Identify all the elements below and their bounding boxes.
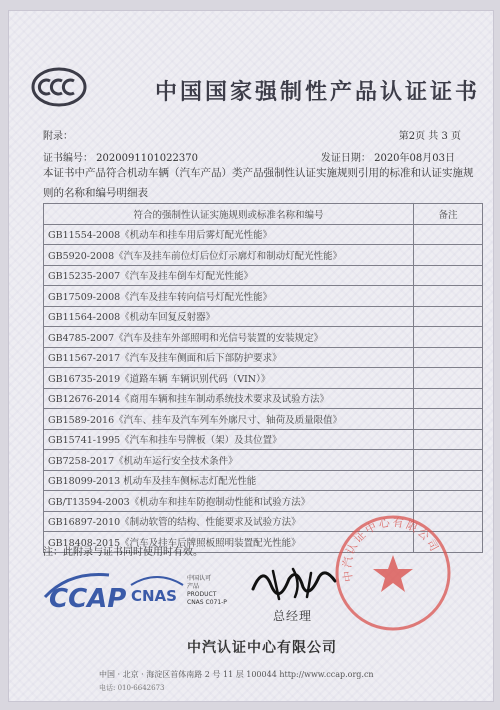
issue-date: 发证日期： 2020年08月03日: [320, 153, 455, 164]
standard-cell: GB1589-2016《汽车、挂车及汽车列车外廓尺寸、轴荷及质量限值》: [44, 409, 414, 430]
appendix-label: 附录：: [43, 131, 73, 142]
table-row: [44, 224, 483, 245]
cnas-logo-text: CNAS: [131, 587, 177, 605]
cnas-line: 产品: [187, 583, 200, 590]
standard-cell: GB7258-2017《机动车运行安全技术条件》: [44, 450, 414, 471]
footnote: 注：此附录与证书同时使用时有效。: [43, 547, 203, 558]
signatory-title: 总经理: [273, 609, 313, 623]
standard-cell: GB17509-2008《汽车及挂车转向信号灯配光性能》: [44, 286, 414, 307]
certificate-page: [8, 10, 494, 702]
certificate-title: 中国国家强制性产品认证证书: [155, 80, 481, 105]
seal-text: 中汽认证中心有限公司: [340, 515, 442, 583]
table-row: [44, 388, 483, 409]
standard-cell: GB18099-2013 机动车及挂车侧标志灯配光性能: [44, 470, 414, 491]
table-row: [44, 491, 483, 512]
standard-cell: GB5920-2008《汽车及挂车前位灯后位灯示廓灯和制动灯配光性能》: [44, 245, 414, 266]
address-line: 中国 · 北京 · 海淀区首体南路 2 号 11 层 100044 http://www.ccap.org.cn: [99, 670, 374, 679]
remark-cell: [414, 491, 483, 512]
table-row: [44, 245, 483, 266]
remark-cell: [414, 409, 483, 430]
intro-text: 本证书中产品符合机动车辆（汽车产品）类产品强制性认证实施规则引用的标准和认证实施规则的名称和编号明细表: [43, 167, 474, 199]
remark-cell: [414, 429, 483, 450]
table-row: [44, 286, 483, 307]
remark-cell: [414, 286, 483, 307]
page-indicator: 第2页 共 3 页: [398, 131, 461, 142]
remark-cell: [414, 306, 483, 327]
table-row: [44, 368, 483, 389]
ccap-logo-text: CCAP: [49, 584, 127, 613]
table-row: [44, 265, 483, 286]
cnas-caption: [187, 575, 227, 607]
issuing-organization: 中汽认证中心有限公司: [187, 640, 337, 656]
ccap-logo-icon: [39, 567, 139, 613]
standard-cell: GB16897-2010《制动软管的结构、性能要求及试验方法》: [44, 511, 414, 532]
standard-cell: GB4785-2007《汽车及挂车外部照明和光信号装置的安装规定》: [44, 327, 414, 348]
cnas-line: PRODUCT: [187, 591, 217, 598]
cnas-logo-icon: [127, 571, 187, 611]
table-row: [44, 306, 483, 327]
table-row: [44, 470, 483, 491]
remark-cell: [414, 368, 483, 389]
standard-cell: GB/T13594-2003《机动车和挂车防抱制动性能和试验方法》: [44, 491, 414, 512]
remark-cell: [414, 470, 483, 491]
remark-cell: [414, 265, 483, 286]
remark-cell: [414, 450, 483, 471]
certificate-header: [31, 67, 491, 107]
table-row: [44, 327, 483, 348]
table-row: [44, 450, 483, 471]
certificate-number: 证书编号： 2020091101022370: [43, 153, 198, 164]
phone-line: 电话: 010-6642673: [99, 684, 165, 692]
signature-image: [249, 559, 339, 605]
ccc-icon: [31, 67, 87, 107]
cnas-line: 中国认可: [187, 575, 212, 582]
remark-cell: [414, 245, 483, 266]
table-row: [44, 347, 483, 368]
standard-cell: GB15741-1995《汽车和挂车号牌板（架）及其位置》: [44, 429, 414, 450]
remark-cell: [414, 327, 483, 348]
standard-cell: GB16735-2019《道路车辆 车辆识别代码（VIN）》: [44, 368, 414, 389]
standard-cell: GB12676-2014《商用车辆和挂车制动系统技术要求及试验方法》: [44, 388, 414, 409]
header-standard: 符合的强制性认证实施规则或标准名称和编号: [44, 204, 414, 225]
cnas-line: CNAS C071-P: [187, 599, 227, 606]
standards-table: [43, 203, 483, 553]
standard-cell: GB11564-2008《机动车回复反射器》: [44, 306, 414, 327]
header-remark: 备注: [414, 204, 483, 225]
standard-cell: GB18408-2015《汽车及挂车后牌照板照明装置配光性能》: [44, 532, 414, 553]
remark-cell: [414, 388, 483, 409]
table-row: [44, 429, 483, 450]
standard-cell: GB15235-2007《汽车及挂车倒车灯配光性能》: [44, 265, 414, 286]
table-row: [44, 409, 483, 430]
table-header-row: [44, 204, 483, 225]
standard-cell: GB11567-2017《汽车及挂车侧面和后下部防护要求》: [44, 347, 414, 368]
official-seal-icon: [331, 511, 455, 635]
standard-cell: GB11554-2008《机动车和挂车用后雾灯配光性能》: [44, 224, 414, 245]
remark-cell: [414, 347, 483, 368]
remark-cell: [414, 224, 483, 245]
